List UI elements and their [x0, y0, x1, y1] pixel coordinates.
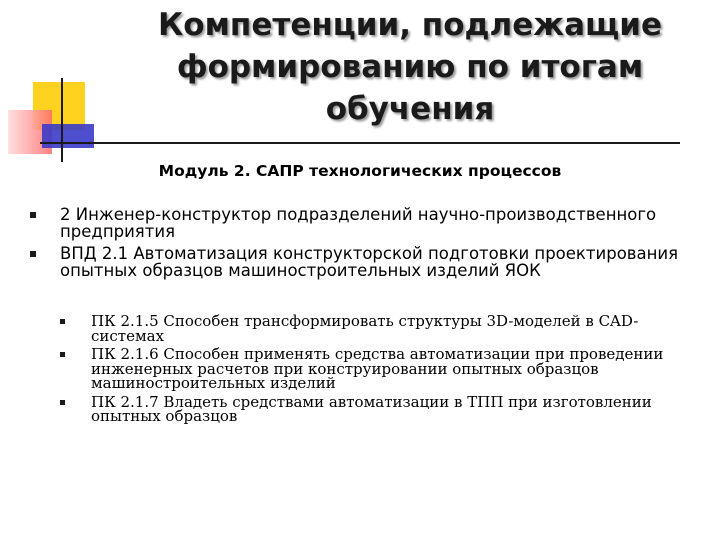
list-item [30, 245, 690, 279]
slide-subtitle: Модуль 2. САПР технологических процессов [158, 162, 562, 180]
list-item-text: ВПД 2.1 Автоматизация конструкторской подготовки проектирования опытных образцов машиностроительных изделий ЯОК [60, 244, 679, 280]
list-item-text: 2 Инженер-конструктор подразделений научно-производственного предприятия [60, 205, 657, 241]
square-bullet-icon [30, 212, 36, 218]
square-bullet-icon [60, 319, 65, 324]
slide-title-line: обучения [325, 91, 495, 127]
main-bullet-list [30, 206, 690, 284]
sub-list-item [60, 347, 700, 391]
sub-list-item [60, 392, 700, 425]
square-bullet-icon [30, 251, 36, 257]
slide-title-line: формированию по итогам [176, 49, 644, 85]
decor-blue-rectangle [42, 124, 94, 148]
slide-title [140, 4, 680, 130]
decor-vertical-line [61, 78, 63, 162]
decor-horizontal-line [40, 142, 680, 144]
sub-list-item-text: ПК 2.1.6 Способен применять средства автоматизации при проведении инженерных расчетов при конструировании опытных образцов машиностроительных изделий [91, 345, 664, 392]
square-bullet-icon [60, 352, 65, 357]
slide-title-line: Компетенции, подлежащие [157, 7, 663, 43]
list-item [30, 206, 690, 240]
square-bullet-icon [60, 400, 65, 405]
sub-list-item-text: ПК 2.1.5 Способен трансформировать структуры 3D-моделей в CAD-системах [91, 312, 639, 345]
sub-list-item [60, 314, 700, 343]
sub-list-item-text: ПК 2.1.7 Владеть средствами автоматизации в ТПП при изготовлении опытных образцов [91, 392, 652, 425]
sub-bullet-list [60, 314, 700, 428]
